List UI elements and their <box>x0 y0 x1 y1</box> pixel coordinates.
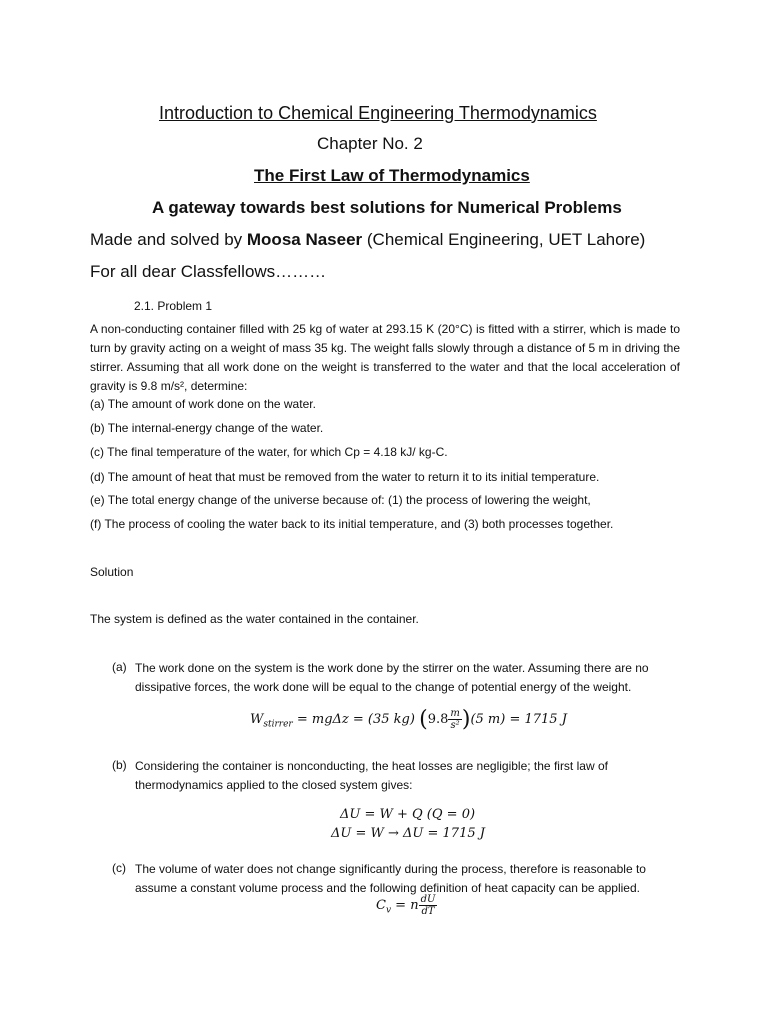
author-affiliation: (Chemical Engineering, UET Lahore) <box>362 230 646 249</box>
eq-a-tail: (5 m) = 1715 J <box>470 712 567 727</box>
author-line <box>90 230 645 250</box>
problem-part-d: (d) The amount of heat that must be removed from the water to return it to its initial temperature. <box>90 470 600 484</box>
eq-c-den: dT <box>421 906 435 917</box>
author-prefix: Made and solved by <box>90 230 247 249</box>
problem-part-e: (e) The total energy change of the universe because of: (1) the process of lowering the weight, <box>90 493 591 507</box>
problem-part-c: (c) The final temperature of the water, for which Cp = 4.18 kJ/ kg-C. <box>90 445 448 459</box>
equation-heat-capacity <box>376 894 437 917</box>
problem-statement: A non-conducting container filled with 25 kg of water at 293.15 K (20°C) is fitted with a stirrer, which is made to turn by gravity acting on a weight of mass 35 kg. The weight falls slowly through a distance of 5 m in driving the stirrer. Assuming that all work done on the weight is transferred to the water and that the local acceleration of gravity is 9.8 m/s², determine: <box>90 322 680 393</box>
step-a-label: (a) <box>112 660 127 674</box>
step-b-label: (b) <box>112 758 127 772</box>
eq-a-fraction <box>448 708 461 731</box>
eq-a-num: m <box>450 708 460 719</box>
step-a-text: The work done on the system is the work done by the stirrer on the water. Assuming there are no dissipative forces, the work done will be equal to the change of potential energy of the weight. <box>135 661 649 694</box>
subtitle: A gateway towards best solutions for Numerical Problems <box>152 198 622 217</box>
eq-c-fraction <box>419 894 438 917</box>
problem-part-f: (f) The process of cooling the water back to its initial temperature, and (3) both processes together. <box>90 517 614 531</box>
problem-number: 2.1. Problem 1 <box>134 299 213 313</box>
chapter-number: Chapter No. 2 <box>317 134 423 153</box>
chapter-title: The First Law of Thermodynamics <box>254 166 530 185</box>
eq-a-sub: stirrer <box>263 719 293 730</box>
eq-c-num: dU <box>420 894 436 905</box>
step-c-label: (c) <box>112 861 126 875</box>
author-name: Moosa Naseer <box>246 230 363 249</box>
equation-work: $W_{stirrer} = mg\Delta z = (35$ kg) (9.8 $\frac{m}{\text{s²}}$ )(5 m) = 1715 J <box>250 707 567 732</box>
step-b-text: Considering the container is nonconducting, the heat losses are negligible; the first law of thermodynamics applied to the closed system gives: <box>135 759 608 792</box>
eq-a-coef: 9.8 <box>427 712 449 727</box>
equation-internal-energy: ΔU = W → ΔU = 1715 J <box>331 826 485 841</box>
solution-heading: Solution <box>90 565 134 579</box>
equation-first-law: ΔU = W + Q (Q = 0) <box>340 807 476 822</box>
eq-a-mid: = mgΔz = (35 kg) <box>292 712 420 727</box>
system-definition: The system is defined as the water contained in the container. <box>90 612 419 626</box>
eq-a-lhs: W <box>250 712 264 727</box>
eq-a-den: s² <box>450 720 460 731</box>
eq-c-sub: v <box>385 905 392 916</box>
eq-c-lhs: C <box>376 898 386 913</box>
problem-part-b: (b) The internal-energy change of the water. <box>90 421 324 435</box>
document-title: Introduction to Chemical Engineering Thermodynamics <box>159 103 597 123</box>
step-c-text: The volume of water does not change significantly during the process, therefore is reasonable to assume a constant volume process and the following definition of heat capacity can be applied. <box>135 862 646 895</box>
eq-c-mid: = n <box>391 898 419 913</box>
problem-part-a: (a) The amount of work done on the water. <box>90 397 316 411</box>
dedication-line: For all dear Classfellows……… <box>90 262 327 281</box>
